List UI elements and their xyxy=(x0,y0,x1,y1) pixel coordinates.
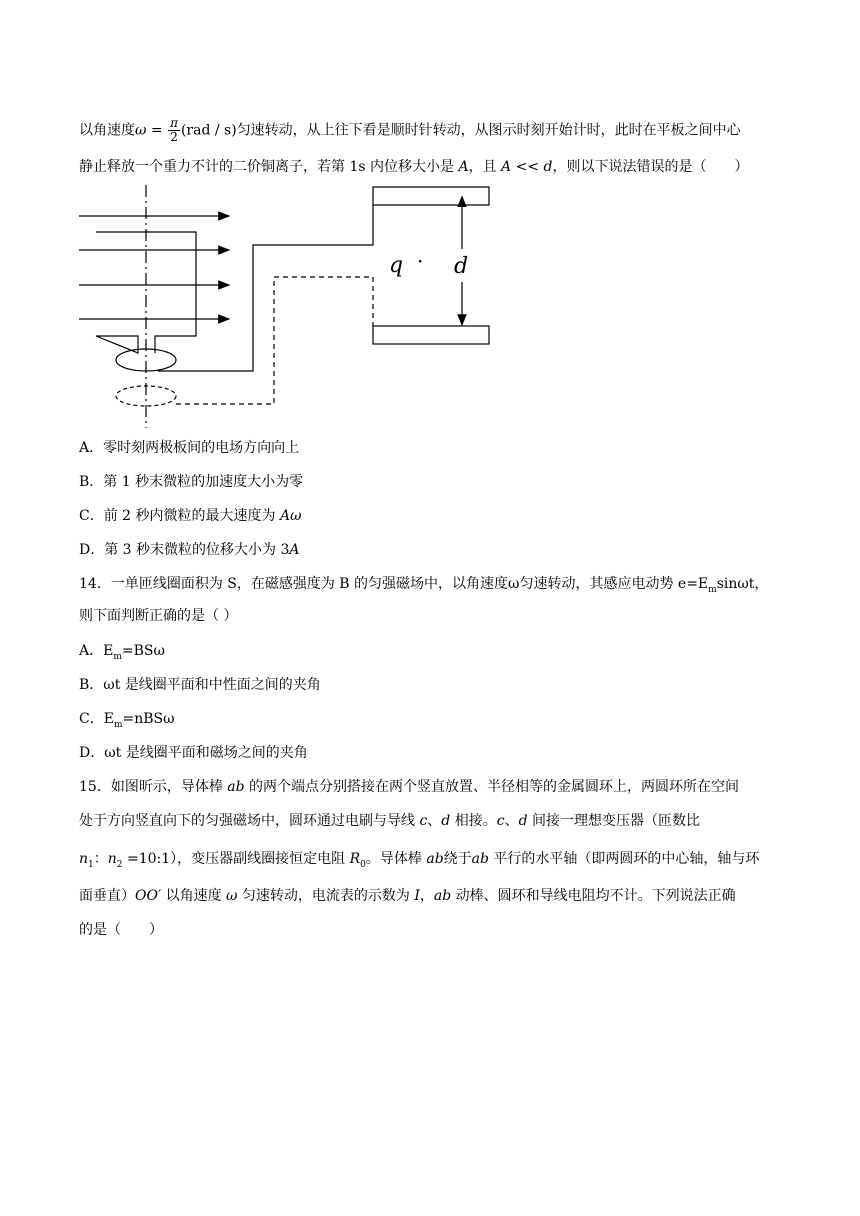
subscript: m xyxy=(113,651,122,662)
text: 的两个端点分别搭接在两个竖直放置、半径相等的金属圆环上，两圆环所在空间 xyxy=(244,779,740,795)
omega-symbol: ω xyxy=(226,888,238,904)
q14-option-b: B．ωt 是线圈平面和中性面之间的夹角 xyxy=(79,677,321,693)
text: sinωt， xyxy=(716,576,769,592)
wire-dashed xyxy=(176,277,373,404)
text: 平行的水平轴（即两圆环的中心轴，轴与环 xyxy=(488,851,760,867)
subscript: 0 xyxy=(360,859,366,870)
var-d: d xyxy=(518,813,528,829)
unit: (rad / s) xyxy=(180,122,237,139)
lower-plate xyxy=(373,326,489,344)
text: ： xyxy=(93,851,108,867)
q15-stem-line3 xyxy=(79,849,759,875)
text: ， xyxy=(419,888,434,904)
fraction-denominator: 2 xyxy=(170,130,178,144)
q14-option-a xyxy=(79,641,165,667)
var-A: A xyxy=(501,159,512,175)
q15-stem-line5: 的是（ ） xyxy=(79,922,163,938)
var-d: d xyxy=(441,813,451,829)
text: 14．一单匝线圈面积为 S，在磁感强度为 B 的匀强磁场中，以角速度ω匀速转动，其感应电动势 e=E xyxy=(79,576,709,592)
var-ab: ab xyxy=(426,851,444,867)
upper-plate xyxy=(373,187,489,205)
subscript: 1 xyxy=(88,859,94,870)
value: Aω xyxy=(279,508,302,524)
text: 面垂直） xyxy=(79,888,135,904)
subscript: 2 xyxy=(116,859,123,870)
text: 匀速转动，从上往下看是顺时针转动，从图示时刻开始计时，此时在平板之间中心 xyxy=(236,122,741,139)
label-d: d xyxy=(454,254,469,279)
fraction-numerator: π xyxy=(170,116,178,130)
var-ab: ab xyxy=(471,851,489,867)
text: D．第 3 秒末微粒的位移大小为 3 xyxy=(79,542,290,558)
q14-stem-line1 xyxy=(79,574,768,600)
text: =nBSω xyxy=(122,711,175,727)
value: A xyxy=(289,542,300,558)
text: ，则以下说法错误的是（ ） xyxy=(552,159,749,175)
text: 以角速度 xyxy=(161,888,227,904)
operator: << xyxy=(511,159,544,175)
text: 、 xyxy=(427,813,442,829)
q15-stem-line4 xyxy=(79,886,736,906)
text: 、 xyxy=(504,813,519,829)
text: 处于方向竖直向下的匀强磁场中，圆环通过电刷与导线 xyxy=(79,813,420,829)
var-n1: n xyxy=(79,851,89,867)
label-dot: · xyxy=(417,249,424,273)
text: ，变压器副线圈接恒定电阻 xyxy=(177,851,350,867)
var-ab: ab xyxy=(227,779,245,795)
text: 15．如图昕示，导体棒 xyxy=(79,779,228,795)
axis-OO: OO′ xyxy=(135,888,162,904)
q13-option-b: B．第 1 秒末微粒的加速度大小为零 xyxy=(79,474,304,490)
var-c: c xyxy=(496,813,505,829)
text: 以角速度 xyxy=(79,122,135,139)
text: ，且 xyxy=(468,159,502,175)
text: 匀速转动，电流表的示数为 xyxy=(237,888,415,904)
var-ab: ab xyxy=(433,888,452,904)
var-I: I xyxy=(414,888,420,904)
wire-solid xyxy=(158,205,373,371)
var-R: R xyxy=(349,851,361,867)
var-c: c xyxy=(419,813,428,829)
q15-stem-line2 xyxy=(79,811,700,831)
q14-option-d: D．ωt 是线圈平面和磁场之间的夹角 xyxy=(79,745,308,761)
var-n2: n xyxy=(107,851,117,867)
label-q: q xyxy=(389,253,404,278)
equals: = xyxy=(146,122,168,139)
text: A．E xyxy=(79,643,114,659)
text: C．前 2 秒内微粒的最大速度为 xyxy=(79,508,280,524)
omega-symbol: ω xyxy=(135,122,147,139)
text: 间接一理想变压器（匝数比 xyxy=(527,813,700,829)
subscript: m xyxy=(113,719,123,730)
q14-option-c xyxy=(79,709,175,735)
q13-option-d xyxy=(79,540,300,560)
q13-option-c xyxy=(79,506,302,526)
q15-stem-line1 xyxy=(79,777,739,797)
text: 绕于 xyxy=(443,851,472,867)
var-A: A xyxy=(458,159,469,175)
text: 动棒、圆环和导线电阻均不计。下列说法正确 xyxy=(451,888,736,904)
var-d: d xyxy=(543,159,553,175)
q13-option-a: A．零时刻两极板间的电场方向向上 xyxy=(79,440,300,456)
text: =BSω xyxy=(121,643,165,659)
subscript: m xyxy=(708,584,717,595)
q14-stem-line2: 则下面判断正确的是（ ） xyxy=(79,608,238,624)
text: C．E xyxy=(79,711,114,727)
text: 静止释放一个重力不计的二价铜离子，若第 1s 内位移大小是 xyxy=(79,159,459,175)
text: 。导体棒 xyxy=(365,851,427,867)
ratio: =10:1） xyxy=(122,851,178,867)
text: 相接。 xyxy=(450,813,497,829)
